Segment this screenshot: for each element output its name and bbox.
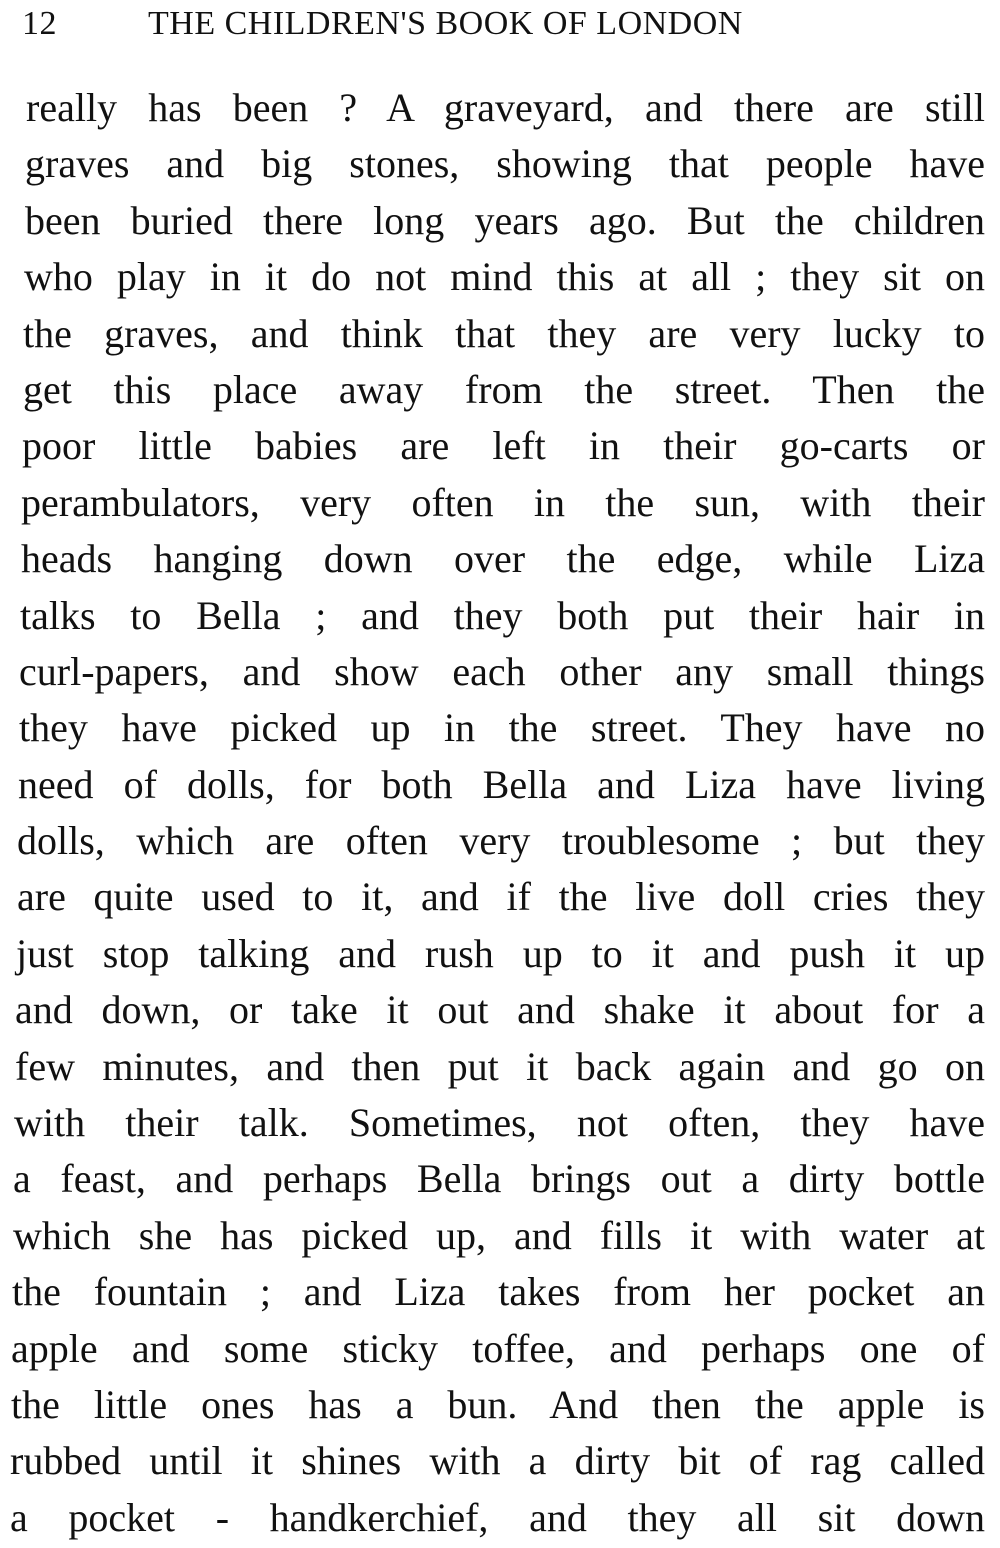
body-text (10, 80, 985, 1546)
text-line: graves and big stones, showing that people have (25, 141, 985, 187)
text-line: poor little babies are left in their go-carts or (22, 423, 985, 469)
text-line: talks to Bella ; and they both put their hair in (20, 592, 985, 638)
text-line: need of dolls, for both Bella and Liza have living (18, 761, 985, 807)
text-line: perambulators, very often in the sun, with their (21, 479, 985, 525)
text-line: dolls, which are often very troublesome ; but they (17, 818, 985, 864)
running-header (22, 2, 982, 46)
page-number: 12 (22, 5, 57, 42)
text-line: been buried there long years ago. But the children (25, 197, 985, 243)
text-line: a feast, and perhaps Bella brings out a dirty bottle (13, 1156, 985, 1202)
text-line: the graves, and think that they are very lucky to (23, 310, 985, 356)
text-line: curl-papers, and show each other any small things (19, 648, 985, 694)
running-title: THE CHILDREN'S BOOK OF LONDON (148, 5, 743, 42)
text-line: really has been ? A graveyard, and there are still (26, 85, 985, 130)
text-line: and down, or take it out and shake it about for a (15, 987, 985, 1033)
text-line: heads hanging down over the edge, while Liza (21, 536, 985, 582)
text-line: they have picked up in the street. They have no (19, 705, 985, 751)
text-line: which she has picked up, and fills it with water at (13, 1212, 985, 1258)
text-line: who play in it do not mind this at all ; they sit on (24, 254, 985, 300)
text-line: a pocket - handkerchief, and they all sit down (10, 1494, 985, 1540)
text-line: get this place away from the street. Then the (23, 366, 985, 412)
text-line: few minutes, and then put it back again and go on (15, 1043, 985, 1089)
text-line: with their talk. Sometimes, not often, they have (14, 1100, 985, 1146)
text-line: the little ones has a bun. And then the apple is (11, 1381, 985, 1427)
text-line: rubbed until it shines with a dirty bit of rag called (10, 1438, 985, 1484)
text-line: the fountain ; and Liza takes from her pocket an (12, 1269, 985, 1315)
text-line: just stop talking and rush up to it and push it up (16, 930, 985, 976)
text-line: apple and some sticky toffee, and perhaps one of (11, 1325, 985, 1371)
text-line: are quite used to it, and if the live doll cries they (17, 874, 985, 920)
